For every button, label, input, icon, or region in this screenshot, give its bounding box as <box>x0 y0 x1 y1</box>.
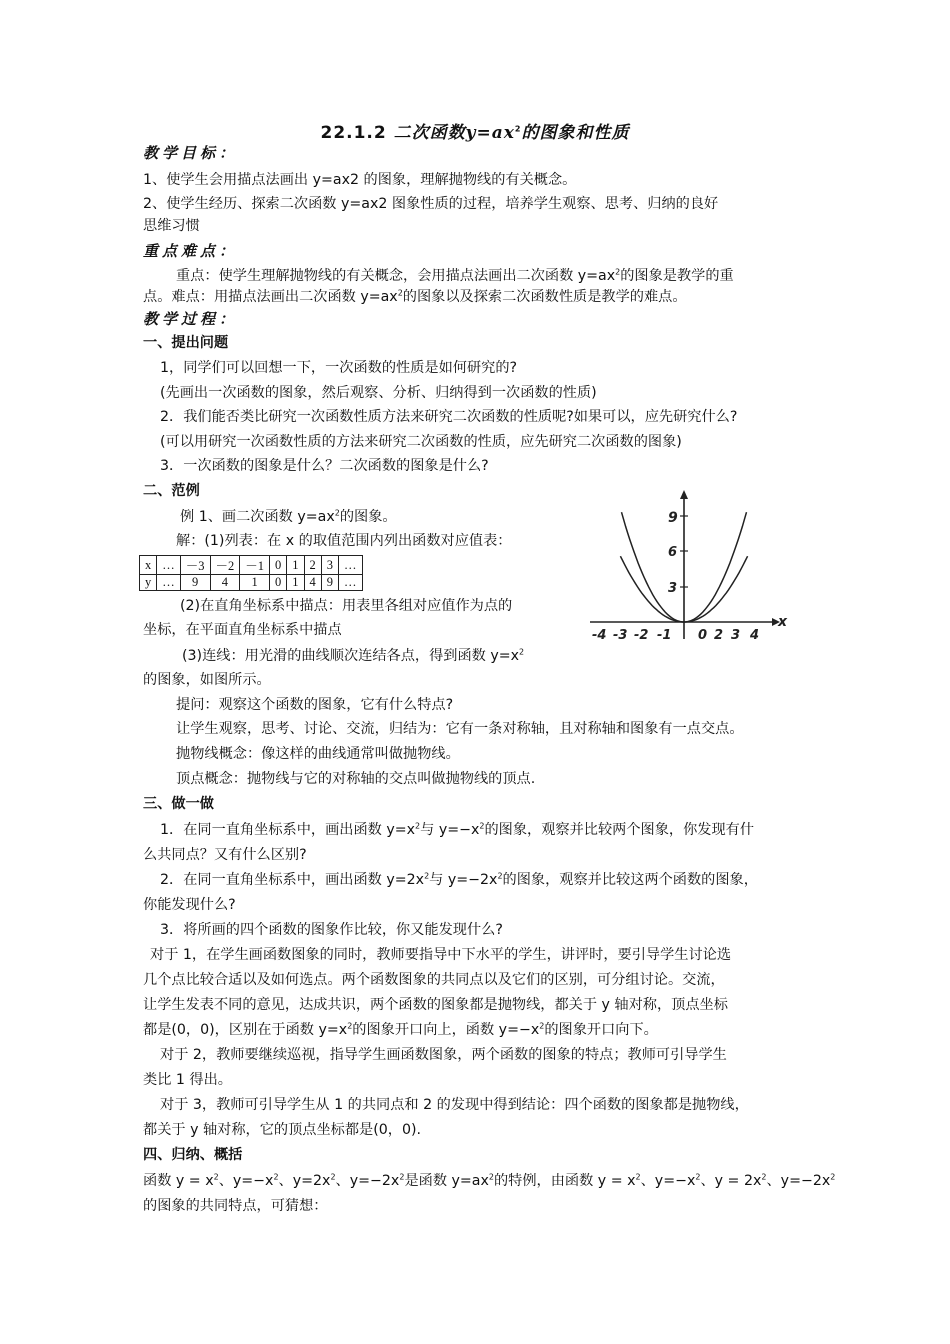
answer-1: (先画出一次函数的图象，然后观察、分析、归纳得到一次函数的性质) <box>160 385 597 401</box>
note-3-line-2: 都关于 y 轴对称，它的顶点坐标都是(0，0). <box>143 1122 422 1138</box>
question-1: 1，同学们可以回想一下，一次函数的性质是如何研究的? <box>160 360 518 376</box>
summary-line-1: 函数 $y = x^2$、$y=-x^2$、$y=2x^2$、$y=-2x^2$是函数 $y=ax^2$的特例，由函数 $y = x^2$、$y=-x^2$、$y = 2x^2$、$y=-2x^2$ <box>143 1172 836 1189</box>
task-1-cont: 么共同点？又有什么区别? <box>143 847 307 863</box>
table-cell: －2 <box>210 556 240 575</box>
goals-heading: 教学目标： <box>143 144 239 162</box>
y-tick-label-6: 6 <box>668 545 678 560</box>
question-ask: 提问：观察这个函数的图象，它有什么特点? <box>176 697 454 713</box>
title-suffix: 的图象和性质 <box>521 123 630 143</box>
solution-step-3-cont: 的图象，如图所示。 <box>143 672 271 688</box>
y-tick-label-3: 3 <box>668 581 678 596</box>
goal-item-2: 2、使学生经历、探索二次函数 y=ax2 图象性质的过程，培养学生观察、思考、归纳的良好 <box>143 196 719 212</box>
solution-step-2-cont: 坐标，在平面直角坐标系中描点 <box>143 622 342 638</box>
section-1-heading: 一、提出问题 <box>143 335 229 351</box>
table-cell: … <box>339 556 363 575</box>
page-title <box>0 118 950 143</box>
task-1: 1．在同一直角坐标系中，画出函数 $y=x^2$与 $y=-x^2$的图象，观察并比较两个图象，你发现有什 <box>160 821 755 838</box>
note-2-line-2: 类比 1 得出。 <box>143 1072 232 1088</box>
x-tick-label: 0 <box>698 628 708 643</box>
section-3-heading: 三、做一做 <box>143 796 214 812</box>
summary-line-2: 的图象的共同特点，可猜想： <box>143 1198 328 1214</box>
question-2: 2．我们能否类比研究一次函数性质方法来研究二次函数的性质呢?如果可以，应先研究什么? <box>160 409 738 425</box>
value-table <box>139 555 363 591</box>
table-cell: 1 <box>287 575 304 591</box>
example-1: 例 1、画二次函数 $y=ax^2$的图象。 <box>180 508 397 525</box>
parabola-definition: 抛物线概念：像这样的曲线通常叫做抛物线。 <box>176 746 460 762</box>
table-row-x <box>140 556 363 575</box>
section-4-heading: 四、归纳、概括 <box>143 1147 243 1163</box>
x-axis-label: x <box>778 614 788 630</box>
task-2: 2．在同一直角坐标系中，画出函数 $y=2x^2$与 $y=-2x^2$的图象，观察并比较这两个函数的图象， <box>160 871 758 888</box>
table-cell: 2 <box>304 556 321 575</box>
table-cell: 4 <box>304 575 321 591</box>
table-cell: … <box>157 556 181 575</box>
table-cell: 4 <box>210 575 240 591</box>
table-cell: y <box>140 575 157 591</box>
section-2-heading: 二、范例 <box>143 483 200 499</box>
keypoints-line-1: 重点：使学生理解抛物线的有关概念，会用描点法画出二次函数 $y=ax^2$的图象是教学的重 <box>176 267 734 284</box>
discussion-summary: 让学生观察，思考、讨论、交流，归结为：它有一条对称轴，且对称轴和图象有一点交点。 <box>176 721 744 737</box>
x-tick-label: -3 <box>613 628 628 643</box>
solution-step-1: 解：(1)列表：在 x 的取值范围内列出函数对应值表： <box>176 533 512 549</box>
y-tick-label-9: 9 <box>668 510 678 526</box>
table-cell: 9 <box>180 575 210 591</box>
x-tick-label: -4 <box>592 628 607 643</box>
answer-2: (可以用研究一次函数性质的方法来研究二次函数的性质，应先研究二次函数的图象) <box>160 434 682 450</box>
table-cell: －3 <box>180 556 210 575</box>
table-row-y <box>140 575 363 591</box>
table-cell: x <box>140 556 157 575</box>
task-2-cont: 你能发现什么? <box>143 897 236 913</box>
note-1-line-2: 几个点比较合适以及如何选点。两个函数图象的共同点以及它们的区别，可分组讨论。交流， <box>143 972 725 988</box>
title-exponent: 2 <box>514 124 522 134</box>
table-cell: 0 <box>270 556 287 575</box>
table-cell: … <box>339 575 363 591</box>
title-number: 22.1.2 <box>320 123 387 143</box>
table-cell: 9 <box>321 575 338 591</box>
table-cell: 0 <box>270 575 287 591</box>
x-tick-label: -1 <box>657 628 672 643</box>
task-3: 3．将所画的四个函数的图象作比较，你又能发现什么? <box>160 922 503 938</box>
note-1-line-1: 对于 1，在学生画函数图象的同时，教师要指导中下水平的学生，讲评时，要引导学生讨论选 <box>150 947 732 963</box>
note-2-line-1: 对于 2，教师要继续巡视，指导学生画函数图象，两个函数的图象的特点；教师可引导学生 <box>160 1047 727 1063</box>
x-tick-label: -2 <box>634 628 649 643</box>
vertex-definition: 顶点概念：抛物线与它的对称轴的交点叫做抛物线的顶点. <box>176 771 536 787</box>
parabola-graph <box>588 487 794 645</box>
question-3: 3．一次函数的图象是什么？二次函数的图象是什么? <box>160 458 489 474</box>
solution-step-3: (3)连线：用光滑的曲线顺次连结各点，得到函数 $y=x^2$ <box>182 647 525 664</box>
process-heading: 教学过程： <box>143 310 239 328</box>
note-3-line-1: 对于 3，教师可引导学生从 1 的共同点和 2 的发现中得到结论：四个函数的图象都是抛物线， <box>160 1097 749 1113</box>
table-cell: －1 <box>240 556 270 575</box>
table-cell: 3 <box>321 556 338 575</box>
table-cell: 1 <box>287 556 304 575</box>
table-cell: 1 <box>240 575 270 591</box>
solution-step-2: (2)在直角坐标系中描点：用表里各组对应值作为点的 <box>180 598 513 614</box>
keypoints-line-2: 点。难点：用描点法画出二次函数 $y=ax^2$的图象以及探索二次函数性质是教学的难点。 <box>143 288 687 305</box>
note-1-line-4: 都是(0，0)，区别在于函数 $y=x^2$的图象开口向上，函数 $y=-x^2$的图象开口向下。 <box>143 1021 658 1038</box>
y-axis-arrow <box>680 490 688 499</box>
title-text: 二次函数y=ax <box>393 123 515 143</box>
goal-item-1: 1、使学生会用描点法画出 y=ax2 的图象，理解抛物线的有关概念。 <box>143 172 577 188</box>
x-tick-label: 2 <box>714 628 724 643</box>
goal-item-2-cont: 思维习惯 <box>143 218 200 234</box>
keypoints-heading: 重点难点： <box>143 242 239 260</box>
x-tick-label: 3 <box>731 628 741 643</box>
table-cell: … <box>157 575 181 591</box>
note-1-line-3: 让学生发表不同的意见，达成共识，两个函数的图象都是抛物线，都关于 y 轴对称，顶点坐标 <box>143 997 728 1013</box>
x-tick-label: 4 <box>750 628 760 643</box>
